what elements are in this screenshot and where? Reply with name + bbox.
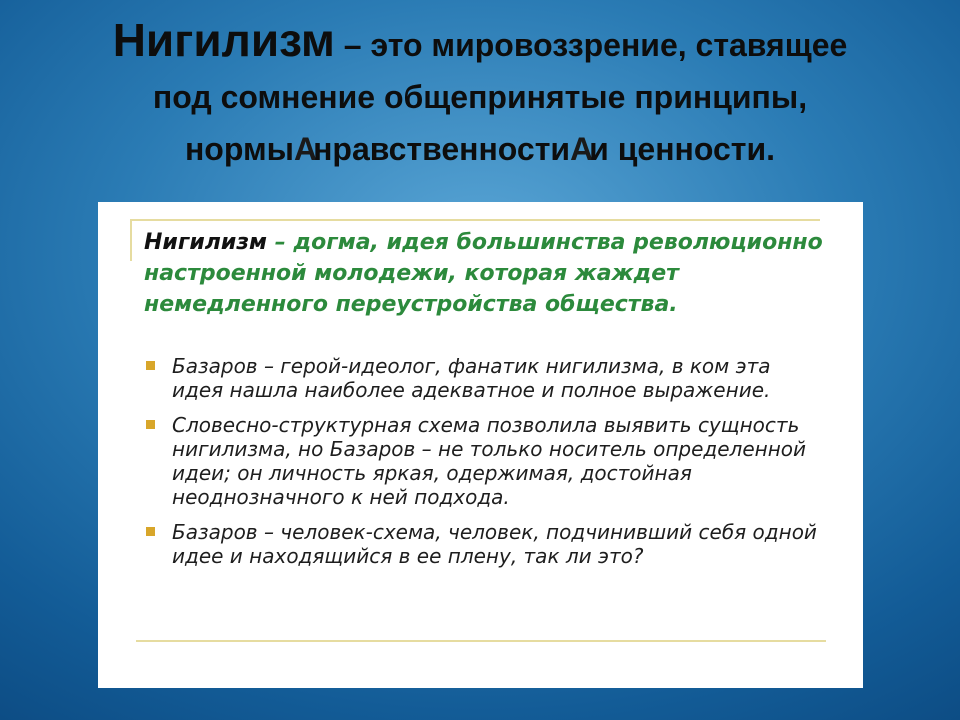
list-item bbox=[144, 413, 824, 509]
title-line-1-rest: – это мировоззрение, ставящее bbox=[334, 27, 848, 63]
left-rule bbox=[130, 219, 132, 261]
bullet-text: Базаров – человек-схема, человек, подчинивший себя одной идее и находящийся в ее плену, так ли это? bbox=[172, 520, 817, 568]
title-line-2: под сомнение общепринятые принципы, bbox=[152, 79, 808, 115]
title-word-tsennosti: и ценности. bbox=[589, 131, 776, 167]
bottom-rule bbox=[136, 640, 826, 642]
definition-term: Нигилизм bbox=[144, 230, 268, 255]
stray-glyph-1: A bbox=[293, 131, 314, 167]
stray-glyph-2: A bbox=[570, 131, 590, 167]
bullet-square-icon bbox=[146, 361, 155, 370]
bullet-text: Словесно-структурная схема позволила выявить сущность нигилизма, но Базаров – не только носитель определенной идеи; он личность яркая, одержимая, достойная неоднозначного к ней подхода. bbox=[172, 413, 807, 509]
definition-text bbox=[144, 227, 824, 320]
bullet-square-icon bbox=[146, 527, 155, 536]
definition-body: – догма, идея большинства революционно настроенной молодежи, которая жаждет немедленного переустройства общества. bbox=[144, 230, 823, 317]
title-line-1 bbox=[20, 14, 940, 71]
title-term: Нигилизм bbox=[112, 14, 335, 66]
top-rule bbox=[130, 219, 820, 221]
title-word-nravstvennosti: нравственности bbox=[313, 131, 571, 167]
title-word-normy: нормы bbox=[184, 131, 294, 167]
embedded-slide-panel bbox=[98, 202, 863, 688]
list-item bbox=[144, 520, 824, 568]
bullet-list bbox=[144, 354, 824, 579]
slide-title bbox=[20, 14, 940, 175]
bullet-text: Базаров – герой-идеолог, фанатик нигилизма, в ком эта идея нашла наиболее адекватное и полное выражение. bbox=[172, 354, 771, 402]
title-line-3 bbox=[20, 123, 940, 175]
list-item bbox=[144, 354, 824, 402]
bullet-square-icon bbox=[146, 420, 155, 429]
